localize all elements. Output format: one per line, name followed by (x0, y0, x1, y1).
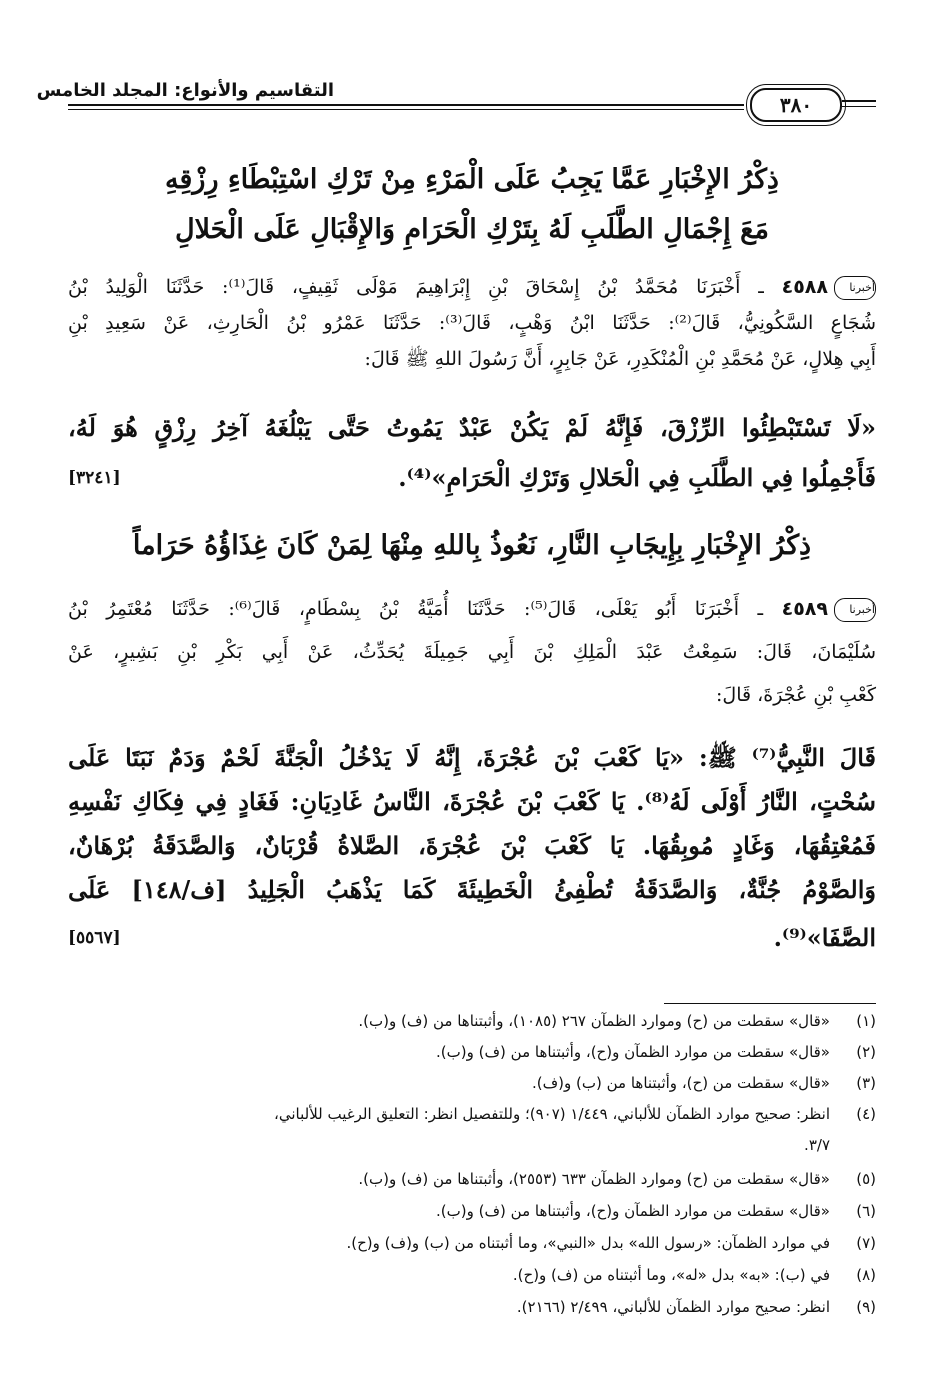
footnote-text: «قال» سقطت من (ح)، وأثبتناها من (ب) و(ف). (531, 1074, 830, 1092)
footnote (68, 1105, 876, 1123)
footnote-rule (664, 1003, 876, 1004)
isnad-line: سُلَيْمَانَ، قَالَ: سَمِعْتُ عَبْدَ الْمَلِكِ بْنَ أَبِي جَمِيلَةَ يُحَدِّثُ، عَنْ أَبِي بَكْرِ بْنِ بَشِيرٍ، عَنْ (68, 641, 876, 663)
isnad-line: كَعْبِ بْنِ عُجْرَةَ، قَالَ: (716, 684, 876, 706)
footnote-text: «قال» سقطت من موارد الظمآن و(ح)، وأثبتناها من (ف) و(ب). (436, 1202, 830, 1220)
matn-line: فَمُعْتِقُهَا، وَغَادٍ مُوبِقُهَا. يَا كَعْبَ بْنَ عُجْرَةَ، الصَّلاةُ قُرْبَانٌ، وَالصَّدَقَةُ بُرْهَانٌ، (68, 831, 876, 860)
footnote-text: انظر: صحيح موارد الظمآن للألباني، ٢/٤٩٩ (٢١٦٦). (516, 1298, 830, 1316)
footnote (68, 1298, 876, 1316)
matn-line: قَالَ النَّبِيُّ⁽⁷⁾ ﷺ: «يَا كَعْبَ بْنَ عُجْرَةَ، إِنَّهُ لَا يَدْخُلُ الْجَنَّةَ لَحْمٌ وَدَمٌ نَبَتَا عَلَى (68, 743, 876, 772)
footnote-text: «قال» سقطت من موارد الظمآن و(ح)، وأثبتناها من (ف) و(ب). (436, 1043, 830, 1061)
footnote (68, 1043, 876, 1061)
footnote (68, 1234, 876, 1252)
matn-line (68, 918, 876, 958)
header-rule (68, 104, 744, 106)
matn-line: وَالصَّوْمُ جُنَّةٌ، وَالصَّدَقَةُ تُطْفِئُ الْخَطِيئَةَ كَمَا يَذْهَبُ الْجَلِيدُ [ف/١٤٨] عَلَى (68, 875, 876, 904)
isnad-line (68, 594, 876, 624)
footnote-number: (٥) (856, 1170, 876, 1188)
khabar-icon: أخبرنا (834, 598, 876, 622)
matn-line (68, 458, 876, 498)
footnote-number: (٤) (856, 1105, 876, 1123)
isnad-line: أَبِي هِلالٍ، عَنْ مُحَمَّدِ بْنِ الْمُنْكَدِرِ، عَنْ جَابِرٍ، أَنَّ رَسُولَ اللهِ ﷺ قَالَ: (364, 348, 876, 370)
footnote-text: انظر: صحيح موارد الظمآن للألباني، ١/٤٤٩ (٩٠٧)؛ وللتفصيل انظر: التعليق الرغيب للألباني، (274, 1105, 830, 1123)
matn-text: فَأَجْمِلُوا فِي الطَّلَبِ فِي الْحَلالِ وَتَرْكِ الْحَرَامِ»⁽⁴⁾. (398, 463, 876, 492)
footnote (68, 1266, 876, 1284)
footnote (68, 1202, 876, 1220)
footnote (68, 1012, 876, 1030)
footnote (68, 1074, 876, 1092)
hadith-reference: [٣٢٤١] (68, 468, 121, 488)
isnad-line (68, 272, 876, 302)
header-rule (842, 100, 876, 102)
matn-line: سُحْتٍ، النَّارُ أَوْلَى لَهُ⁽⁸⁾. يَا كَعْبَ بْنَ عُجْرَةَ، النَّاسُ غَادِيَانِ: فَغَادٍ فِي فِكَاكِ نَفْسِهِ (68, 787, 876, 816)
section-heading: ذِكْرُ الإِخْبَارِ بِإِيجَابِ النَّارِ، نَعُوذُ بِاللهِ مِنْهَا لِمَنْ كَانَ غِذَاؤُهُ حَرَاماً (132, 530, 812, 561)
footnote-number: (١) (856, 1012, 876, 1030)
footnote (68, 1136, 876, 1154)
footnote-number: (٧) (856, 1234, 876, 1252)
running-title: التقاسيم والأنواع: المجلد الخامس (36, 80, 334, 101)
footnote (68, 1170, 876, 1188)
matn-line: «لَا تَسْتَبْطِئُوا الرِّزْقَ، فَإِنَّهُ لَمْ يَكُنْ عَبْدٌ يَمُوتُ حَتَّى يَبْلُغَهُ آخِرُ رِزْقٍ هُوَ لَهُ، (68, 413, 876, 442)
footnote-text: «قال» سقطت من (ح) وموارد الظمآن ٦٣٣ (٢٥٥٣)، وأثبتناها من (ف) و(ب). (358, 1170, 830, 1188)
footnote-number: (٨) (856, 1266, 876, 1284)
matn-text: الصَّفَا»⁽⁹⁾. (773, 923, 876, 952)
page-number: ٣٨٠ (750, 88, 842, 122)
footnote-number: (٩) (856, 1298, 876, 1316)
footnote-text: في موارد الظمآن: «رسول الله» بدل «النبي»، وما أثبتناه من (ب) و(ف) و(ح). (346, 1234, 830, 1252)
section-heading: ذِكْرُ الإِخْبَارِ عَمَّا يَجِبُ عَلَى الْمَرْءِ مِنْ تَرْكِ اسْتِبْطَاءِ رِزْقِهِ (165, 164, 779, 195)
hadith-number: ٤٥٨٨ (781, 276, 828, 298)
header-rule (842, 106, 876, 107)
footnote-number: (٢) (856, 1043, 876, 1061)
header-rule (68, 109, 744, 110)
section-heading: مَعَ إِجْمَالِ الطَّلَبِ لَهُ بِتَرْكِ الْحَرَامِ وَالإِقْبَالِ عَلَى الْحَلالِ (174, 214, 770, 245)
isnad-text: ـ أَخْبَرَنَا مُحَمَّدُ بْنُ إِسْحَاقَ بْنِ إِبْرَاهِيمَ مَوْلَى ثَقِيفٍ، قَالَ⁽¹⁾: حَدَّثَنَا الْوَلِيدُ بْنُ (68, 276, 764, 298)
isnad-line: شُجَاعٍ السَّكُونِيُّ، قَالَ⁽²⁾: حَدَّثَنَا ابْنُ وَهْبٍ، قَالَ⁽³⁾: حَدَّثَنَا عَمْرُو بْنُ الْحَارِثِ، عَنْ سَعِيدِ بْنِ (68, 312, 876, 334)
hadith-number: ٤٥٨٩ (781, 598, 828, 620)
footnote-number: (٦) (856, 1202, 876, 1220)
footnote-text: «قال» سقطت من (ح) وموارد الظمآن ٢٦٧ (١٠٨٥)، وأثبتناها من (ف) و(ب). (358, 1012, 830, 1030)
footnote-text: في (ب): «به» بدل «له»، وما أثبتناه من (ف) و(ح). (512, 1266, 830, 1284)
isnad-text: ـ أَخْبَرَنَا أَبُو يَعْلَى، قَالَ⁽⁵⁾: حَدَّثَنَا أُمَيَّةُ بْنُ بِسْطَامٍ، قَالَ⁽⁶⁾: حَدَّثَنَا مُعْتَمِرُ بْنُ (68, 598, 764, 620)
khabar-icon: أخبرنا (834, 276, 876, 300)
hadith-reference: [٥٥٦٧] (68, 928, 121, 948)
footnote-number: (٣) (856, 1074, 876, 1092)
footnote-text: ٣/٧. (804, 1136, 830, 1154)
